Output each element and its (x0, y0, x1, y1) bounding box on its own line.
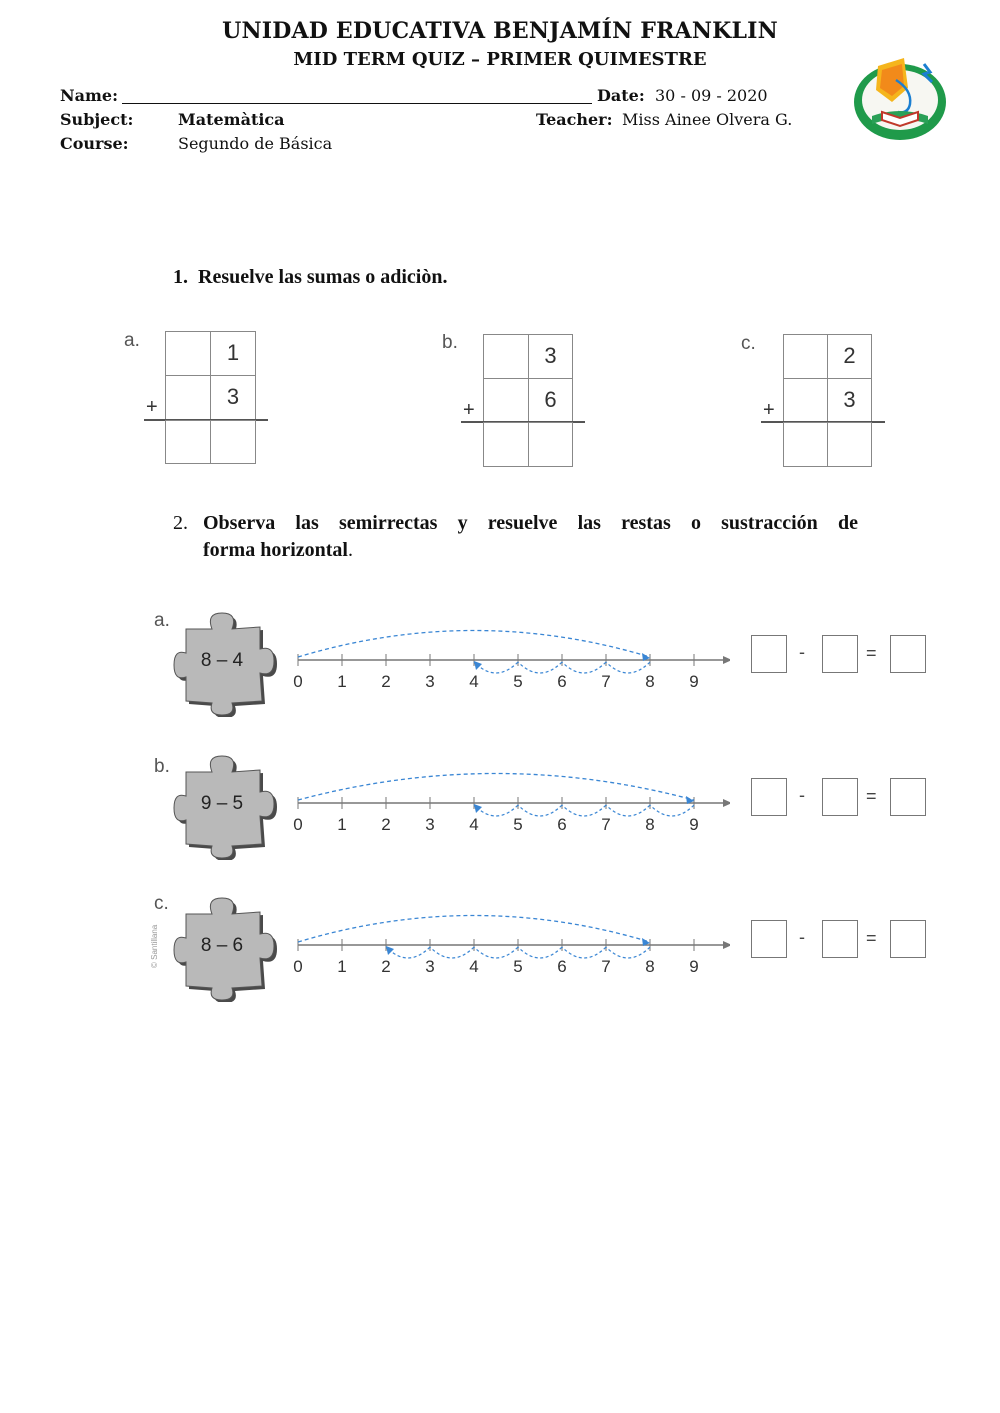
q2-text-period: . (347, 539, 353, 561)
answer-ones-cell[interactable] (528, 422, 573, 467)
tick-label: 0 (293, 957, 303, 976)
q2-number: 2. (173, 512, 188, 534)
ones-cell-bottom: 3 (210, 375, 256, 420)
subtrahend-box[interactable] (822, 635, 858, 673)
problem-letter: b. (154, 756, 170, 777)
name-label: Name: (60, 86, 119, 105)
tick-label: 3 (425, 957, 435, 976)
tens-cell-top (483, 334, 529, 379)
tick-label: 9 (689, 957, 699, 976)
subtrahend-box[interactable] (822, 778, 858, 816)
minuend-box[interactable] (751, 635, 787, 673)
backward-hop-arc (518, 947, 562, 958)
q2-title (173, 512, 858, 562)
plus-sign: + (146, 396, 158, 418)
tick-label: 6 (557, 815, 567, 834)
puzzle-expression: 9 – 5 (200, 793, 244, 814)
puzzle-expression: 8 – 6 (200, 935, 244, 956)
tick-label: 8 (645, 957, 655, 976)
backward-hop-arc (606, 805, 650, 816)
q1-text: Resuelve las sumas o adiciòn. (198, 266, 448, 288)
teacher-value: Miss Ainee Olvera G. (622, 110, 793, 129)
tick-label: 2 (381, 957, 391, 976)
q2-text-line1: Observa las semirrectas y resuelve las restas o sustracción de (203, 512, 858, 534)
forward-jump-arc (298, 916, 650, 943)
tick-label: 0 (293, 815, 303, 834)
minus-sign: - (799, 927, 805, 947)
ones-cell-bottom: 3 (827, 378, 872, 423)
difference-box[interactable] (890, 635, 926, 673)
course-label: Course: (60, 134, 129, 153)
date-value: 30 - 09 - 2020 (655, 86, 768, 105)
minuend-box[interactable] (751, 920, 787, 958)
problem-letter: c. (154, 893, 169, 914)
minus-sign: - (799, 642, 805, 662)
course-value: Segundo de Básica (178, 134, 333, 153)
equals-sign: = (866, 643, 877, 663)
tens-cell-bottom (783, 378, 828, 423)
number-line (290, 890, 730, 980)
backward-hop-arrowhead (386, 946, 394, 955)
tick-label: 5 (513, 672, 523, 691)
number-line (290, 605, 730, 695)
tens-cell-bottom (165, 375, 211, 420)
backward-hop-arrowhead (474, 804, 482, 813)
answer-ones-cell[interactable] (827, 422, 872, 467)
minuend-box[interactable] (751, 778, 787, 816)
tick-label: 7 (601, 815, 611, 834)
puzzle-piece (172, 892, 282, 1002)
problem-letter: a. (154, 610, 170, 631)
tick-label: 4 (469, 815, 479, 834)
tick-label: 4 (469, 957, 479, 976)
problem-letter: a. (124, 330, 140, 351)
plus-sign: + (463, 399, 475, 421)
name-line[interactable] (122, 103, 592, 104)
plus-sign: + (763, 399, 775, 421)
tick-label: 2 (381, 815, 391, 834)
problem-letter: b. (442, 332, 458, 353)
equals-sign: = (866, 786, 877, 806)
q1-number: 1. (173, 266, 188, 288)
q2-text-line2: forma horizontal (203, 539, 348, 561)
tens-cell-top (783, 334, 828, 379)
backward-hop-arc (430, 947, 474, 958)
subject-label: Subject: (60, 110, 134, 129)
tick-label: 7 (601, 957, 611, 976)
backward-hop-arc (606, 947, 650, 958)
forward-jump-arc (298, 774, 694, 801)
tick-label: 6 (557, 957, 567, 976)
tick-label: 1 (337, 957, 347, 976)
puzzle-piece (172, 750, 282, 860)
subtrahend-box[interactable] (822, 920, 858, 958)
puzzle-piece (172, 607, 282, 717)
backward-hop-arc (650, 805, 694, 816)
backward-hop-arc (562, 662, 606, 673)
ones-cell-top: 2 (827, 334, 872, 379)
tick-label: 6 (557, 672, 567, 691)
tick-label: 5 (513, 957, 523, 976)
ones-cell-top: 3 (528, 334, 573, 379)
difference-box[interactable] (890, 920, 926, 958)
backward-hop-arc (606, 662, 650, 673)
axis-arrowhead (723, 941, 730, 949)
tick-label: 4 (469, 672, 479, 691)
answer-tens-cell[interactable] (483, 422, 529, 467)
tick-label: 8 (645, 672, 655, 691)
date-label: Date: (597, 86, 645, 105)
copyright-credit: © Santillana (150, 924, 159, 968)
difference-box[interactable] (890, 778, 926, 816)
minus-sign: - (799, 785, 805, 805)
answer-ones-cell[interactable] (210, 420, 256, 464)
teacher-label: Teacher: (536, 110, 613, 129)
subject-value: Matemàtica (178, 110, 285, 129)
school-name: UNIDAD EDUCATIVA BENJAMÍN FRANKLIN (222, 18, 778, 44)
tick-label: 9 (689, 815, 699, 834)
tens-cell-top (165, 331, 211, 376)
axis-arrowhead (723, 656, 730, 664)
tens-cell-bottom (483, 378, 529, 423)
backward-hop-arc (518, 662, 562, 673)
number-line (290, 748, 730, 838)
forward-jump-arc (298, 631, 650, 658)
tick-label: 2 (381, 672, 391, 691)
tick-label: 3 (425, 815, 435, 834)
tick-label: 1 (337, 815, 347, 834)
ones-cell-bottom: 6 (528, 378, 573, 423)
puzzle-expression: 8 – 4 (200, 650, 244, 671)
tick-label: 8 (645, 815, 655, 834)
backward-hop-arc (474, 947, 518, 958)
tick-label: 9 (689, 672, 699, 691)
backward-hop-arc (562, 805, 606, 816)
tick-label: 1 (337, 672, 347, 691)
school-crest-icon (852, 50, 948, 142)
tick-label: 5 (513, 815, 523, 834)
problem-letter: c. (741, 333, 756, 354)
equals-sign: = (866, 928, 877, 948)
backward-hop-arrowhead (474, 661, 482, 670)
answer-tens-cell[interactable] (783, 422, 828, 467)
answer-tens-cell[interactable] (165, 420, 211, 464)
tick-label: 7 (601, 672, 611, 691)
tick-label: 0 (293, 672, 303, 691)
backward-hop-arc (562, 947, 606, 958)
quiz-title: MID TERM QUIZ – PRIMER QUIMESTRE (293, 49, 707, 70)
backward-hop-arc (518, 805, 562, 816)
tick-label: 3 (425, 672, 435, 691)
axis-arrowhead (723, 799, 730, 807)
q1-title (173, 266, 447, 289)
ones-cell-top: 1 (210, 331, 256, 376)
